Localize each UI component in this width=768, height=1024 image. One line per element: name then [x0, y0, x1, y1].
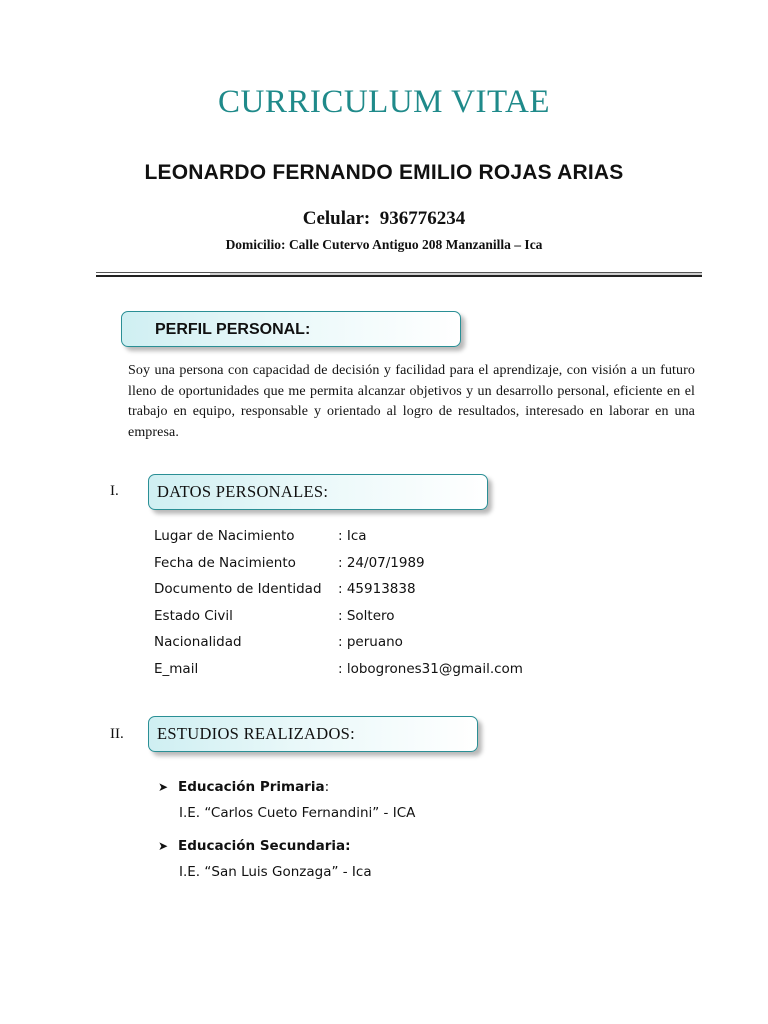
education-level: Educación Primaria: [178, 779, 325, 795]
arrow-bullet-icon: ➤: [158, 839, 169, 853]
arrow-bullet-icon: ➤: [158, 780, 169, 794]
phone-line: [0, 208, 768, 230]
datos-label: Fecha de Nacimiento: [154, 554, 296, 571]
datos-value: : 45913838: [338, 581, 416, 597]
perfil-text: Soy una persona con capacidad de decisión y facilidad para el aprendizaje, con visión a un futuro lleno de oportunidades que me permita alcanzar objetivos y un desarrollo personal, eficiente en el trabajo en equipo, responsable y orientado al logro de resultados, interesado en laborar en una empresa.: [128, 363, 695, 440]
address-line: [0, 237, 768, 253]
datos-value: : peruano: [338, 634, 403, 650]
datos-label: Lugar de Nacimiento: [154, 528, 295, 544]
datos-label: Nacionalidad: [154, 634, 242, 650]
datos-value: : Ica: [338, 528, 367, 544]
education-school: I.E. “Carlos Cueto Fernandini” - ICA: [179, 805, 416, 821]
estudios-section-banner: [148, 716, 478, 752]
address-value: Calle Cutervo Antiguo 208 Manzanilla – Ica: [288, 237, 543, 252]
estudios-numeral: II.: [110, 726, 124, 742]
datos-numeral: I.: [110, 483, 119, 499]
estudios-heading: ESTUDIOS REALIZADOS:: [157, 724, 356, 743]
datos-value: : Soltero: [338, 607, 395, 624]
perfil-heading: PERFIL PERSONAL:: [155, 321, 311, 338]
address-label: Domicilio:: [225, 237, 286, 252]
education-school: I.E. “San Luis Gonzaga” - Ica: [179, 864, 372, 880]
phone-label: Celular:: [302, 208, 371, 229]
email-link[interactable]: : lobogrones31@gmail.com: [338, 660, 523, 677]
datos-label: E_mail: [154, 660, 199, 677]
candidate-name: LEONARDO FERNANDO EMILIO ROJAS ARIAS: [144, 161, 624, 184]
datos-label: Documento de Identidad: [154, 581, 322, 597]
education-level-suffix: :: [324, 779, 330, 795]
education-item-primaria: [158, 779, 329, 795]
perfil-section-banner: [121, 311, 461, 347]
education-level: Educación Secundaria:: [178, 838, 351, 854]
header-divider-bottom: [96, 275, 702, 277]
datos-heading: DATOS PERSONALES:: [157, 482, 329, 501]
datos-label: Estado Civil: [154, 607, 233, 624]
datos-section-banner: [148, 474, 488, 510]
phone-value: 936776234: [379, 208, 466, 229]
education-item-secundaria: [158, 838, 351, 854]
page-title: CURRICULUM VITAE: [217, 84, 550, 120]
datos-value: : 24/07/1989: [338, 554, 425, 571]
